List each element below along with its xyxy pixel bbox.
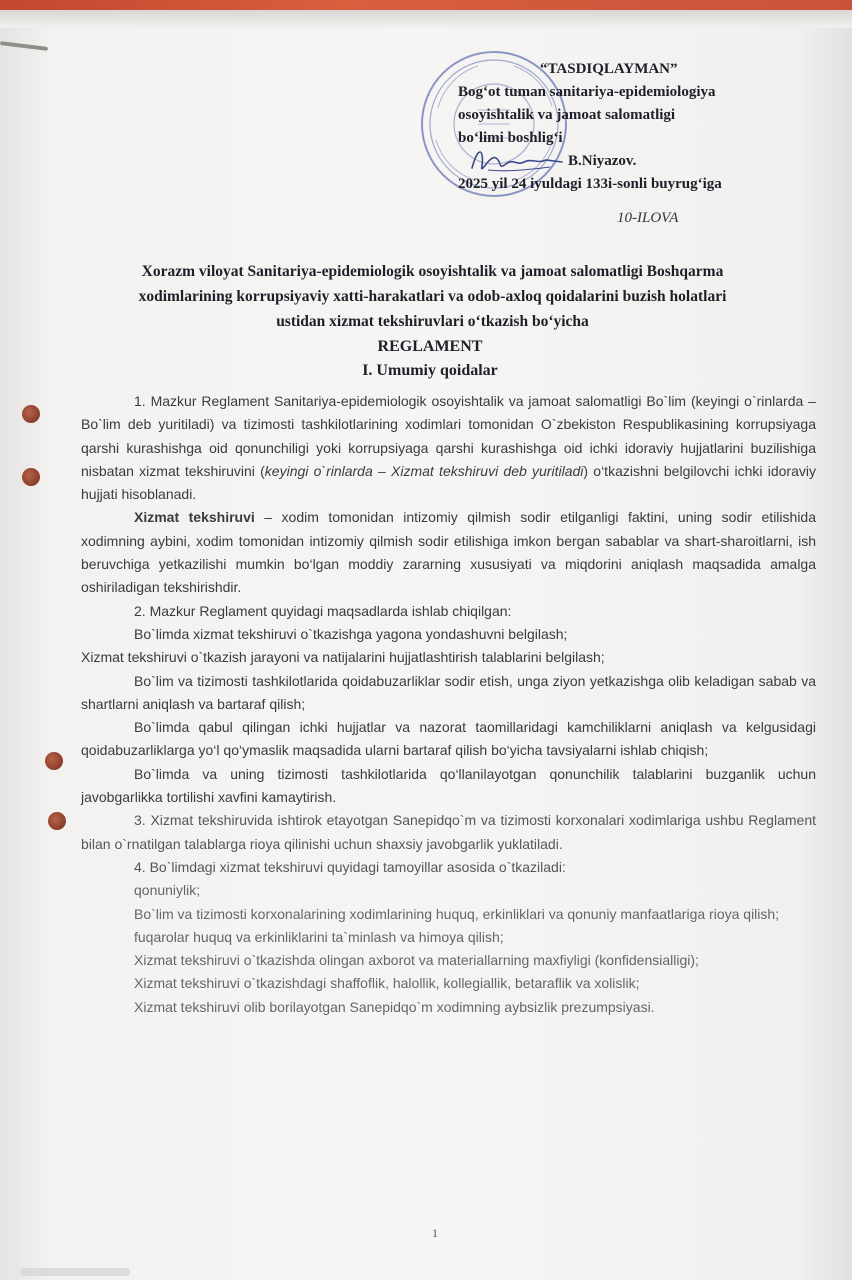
- document-body: [81, 390, 816, 1019]
- punch-hole: [22, 468, 40, 486]
- approval-line: osoyishtalik va jamoat salomatligi: [458, 107, 676, 123]
- list-item: Xizmat tekshiruvi o`tkazishdagi shaffoflik, halollik, kollegiallik, betaraflik va xolislik;: [134, 975, 640, 992]
- list-item: Xizmat tekshiruvi olib borilayotgan Sanepidqo`m xodimning aybsizlik prezumpsiyasi.: [134, 998, 655, 1015]
- punch-hole: [22, 405, 40, 423]
- list-item: Bo`limda qabul qilingan ichki hujjatlar va nazorat taomillaridagi kamchiliklarni aniqlash va kelgusidagi qoidabuzarliklarga yo‘l qo‘ymaslik maqsadida ularni bartaraf qilish bo‘yicha tavsiyalarni ishlab chiqish;: [81, 719, 816, 759]
- definition-paragraph: Xizmat tekshiruvi – xodim tomonidan intizomiy qilmish sodir etilganligi faktini, uning sodir etilishida xodimning aybini, xodim tomonidan intizomiy qilmish sodir etilishiga imkon bergan sabablar va shart-sharoitlarni, ish beruvchiga yetkazilishi mumkin bo‘lgan moddiy zararning xususiyati va miqdorini aniqlash maqsadida amalga oshiriladigan tekshirishdir.: [81, 509, 816, 596]
- signatory-name: B.Niyazov.: [568, 153, 637, 169]
- staple-mark: [0, 41, 48, 51]
- list-item: Bo`limda xizmat tekshiruvi o`tkazishga yagona yondashuvni belgilash;: [134, 625, 568, 642]
- document-title: Xorazm viloyat Sanitariya-epidemiologik osoyishtalik va jamoat salomatligi Boshqarma xodimlarining korrupsiyaviy xatti-harakatlari va odob-axloq qoidalarini buzish holatlari ustidan xizmat tekshiruvlari o‘tkazish bo‘yicha: [138, 263, 727, 330]
- approval-order: 2025 yil 24 iyuldagi 133i-sonli buyrug‘iga: [458, 176, 722, 192]
- section-heading: I. Umumiy qoidalar: [362, 362, 498, 379]
- approval-line: bo‘limi boshlig‘i: [458, 130, 563, 146]
- paragraph-4: 4. Bo`limdagi xizmat tekshiruvi quyidagi tamoyillar asosida o`tkaziladi:: [134, 858, 566, 875]
- paragraph-1: 1. Mazkur Reglament Sanitariya-epidemiologik osoyishtalik va jamoat salomatligi Bo`lim (keyingi o`rinlarda – Bo`lim deb yuritiladi) va tizimosti tashkilotlarining xodimlari tomonidan O`zbekiston Respublikasining korrupsiyaga qarshi kurashishga oid qonunchiligi yoki korrupsiyaga qarshi kurashishga oid ichki idoraviy hujjatlarini buzilishiga nisbatan xizmat tekshiruvini (keyingi o`rinlarda – Xizmat tekshiruvi deb yuritiladi) o‘tkazishni belgilovchi ichki idoraviy hujjati hisoblanadi.: [81, 393, 816, 503]
- list-item: Xizmat tekshiruvi o`tkazishda olingan axborot va materiallarning maxfiyligi (konfidensialligi);: [134, 952, 699, 969]
- list-item: Bo`lim va tizimosti tashkilotlarida qoidabuzarliklar sodir etish, unga ziyon yetkazishga olib keladigan sabab va shartlarni aniqlash va bartaraf qilish;: [81, 672, 816, 712]
- list-item: qonuniylik;: [134, 882, 201, 899]
- paragraph-3: 3. Xizmat tekshiruvida ishtirok etayotgan Sanepidqo`m va tizimosti korxonalari xodimlariga ushbu Reglament bilan o`rnatilgan talablarga rioya qilinishi uchun shaxsiy javobgarlik yuklatiladi.: [81, 812, 816, 852]
- list-item: Bo`limda va uning tizimosti tashkilotlarida qo‘llanilayotgan qonunchilik talablarini buzganlik uchun javobgarlikka tortilishi xavfini kamaytirish.: [81, 765, 816, 806]
- list-item: fuqarolar huquq va erkinliklarini ta`minlash va himoya qilish;: [134, 928, 504, 945]
- paragraph-2: 2. Mazkur Reglament quyidagi maqsadlarda ishlab chiqilgan:: [134, 602, 512, 619]
- reglament-heading: REGLAMENT: [377, 338, 483, 355]
- signature-icon: [466, 140, 566, 180]
- list-item: Bo`lim va tizimosti korxonalarining xodimlarining huquq, erkinliklari va qonuniy manfaatlariga rioya qilish;: [134, 905, 780, 922]
- punch-hole: [45, 752, 63, 770]
- list-item: Xizmat tekshiruvi o`tkazish jarayoni va natijalarini hujjatlashtirish talablarini belgilash;: [81, 649, 605, 666]
- approval-title: “TASDIQLAYMAN”: [540, 61, 678, 77]
- folder-edge: [0, 0, 852, 10]
- annex-label: 10-ILOVA: [617, 210, 679, 226]
- punch-hole: [48, 812, 66, 830]
- page-number: 1: [432, 1226, 438, 1240]
- approval-line: Bog‘ot tuman sanitariya-epidemiologiya: [458, 84, 716, 100]
